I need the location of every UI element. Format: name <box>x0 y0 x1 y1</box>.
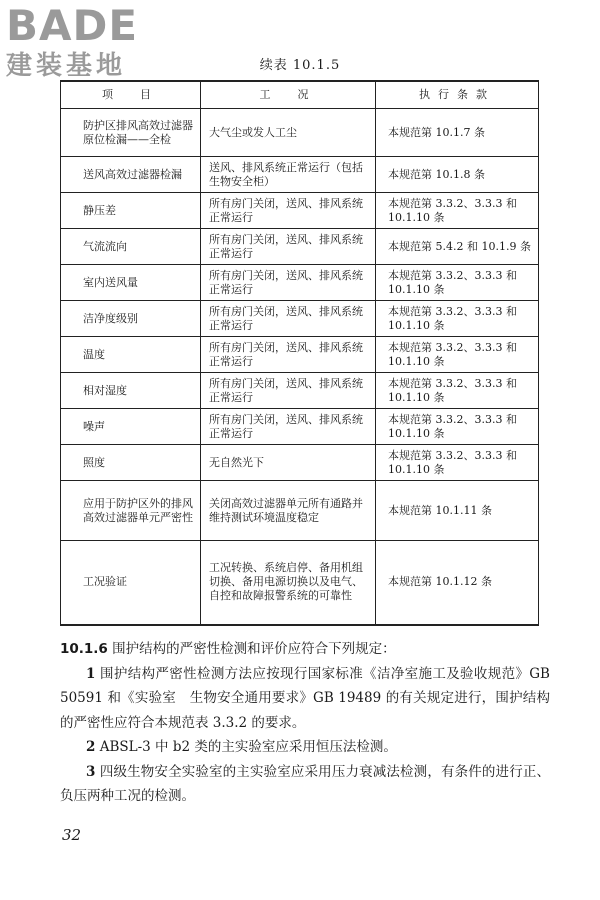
paragraph-text: 围护结构严密性检测方法应按现行国家标准《洁净室施工及验收规范》GB 50591 和《实验室 生物安全通用要求》GB 19489 的有关规定进行，围护结构的严密性应符合本规范表 3.3.2 的要求。 <box>60 665 550 731</box>
condition-cell: 所有房门关闭，送风、排风系统正常运行 <box>201 229 376 265</box>
paragraph <box>60 662 550 736</box>
clause-cell: 本规范第 10.1.11 条 <box>376 481 539 541</box>
paragraph-text: ABSL-3 中 b2 类的主实验室应采用恒压法检测。 <box>99 739 397 755</box>
item-cell: 应用于防护区外的排风高效过滤器单元严密性 <box>61 481 201 541</box>
item-cell: 静压差 <box>61 193 201 229</box>
item-cell: 温度 <box>61 337 201 373</box>
section-heading <box>60 637 550 662</box>
table-row <box>61 157 539 193</box>
table-header-row <box>61 81 539 109</box>
table-row <box>61 109 539 157</box>
table-row <box>61 373 539 409</box>
table-caption: 续表 10.1.5 <box>259 58 341 73</box>
paragraph-number: 1 <box>86 665 96 682</box>
item-cell: 噪声 <box>61 409 201 445</box>
item-cell: 室内送风量 <box>61 265 201 301</box>
clause-cell: 本规范第 3.3.2、3.3.3 和 10.1.10 条 <box>376 337 539 373</box>
clause-cell: 本规范第 3.3.2、3.3.3 和 10.1.10 条 <box>376 193 539 229</box>
condition-cell: 所有房门关闭，送风、排风系统正常运行 <box>201 301 376 337</box>
item-cell: 照度 <box>61 445 201 481</box>
item-cell: 防护区排风高效过滤器原位检漏——全检 <box>61 109 201 157</box>
table-row <box>61 409 539 445</box>
clause-cell: 本规范第 3.3.2、3.3.3 和 10.1.10 条 <box>376 373 539 409</box>
condition-cell: 所有房门关闭，送风、排风系统正常运行 <box>201 193 376 229</box>
condition-cell: 所有房门关闭，送风、排风系统正常运行 <box>201 337 376 373</box>
paragraph <box>60 760 550 809</box>
condition-cell: 所有房门关闭，送风、排风系统正常运行 <box>201 409 376 445</box>
item-cell: 相对湿度 <box>61 373 201 409</box>
table-row <box>61 193 539 229</box>
clause-cell: 本规范第 5.4.2 和 10.1.9 条 <box>376 229 539 265</box>
paragraph <box>60 735 550 760</box>
section-title: 围护结构的严密性检测和评价应符合下列规定： <box>112 641 396 657</box>
header-condition: 工 况 <box>201 81 376 109</box>
logo-text-bottom: 建装基地 <box>6 51 127 81</box>
section-number: 10.1.6 <box>60 641 108 657</box>
table-row <box>61 265 539 301</box>
condition-cell: 送风、排风系统正常运行（包括生物安全柜） <box>201 157 376 193</box>
table-row <box>61 229 539 265</box>
condition-cell: 所有房门关闭，送风、排风系统正常运行 <box>201 265 376 301</box>
spec-table <box>60 80 539 626</box>
item-cell: 洁净度级别 <box>61 301 201 337</box>
condition-cell: 工况转换、系统启停、备用机组切换、备用电源切换以及电气、自控和故障报警系统的可靠性 <box>201 541 376 625</box>
clause-cell: 本规范第 10.1.7 条 <box>376 109 539 157</box>
table-row <box>61 541 539 625</box>
watermark-logo <box>6 1 176 86</box>
paragraph-number: 3 <box>86 763 96 780</box>
header-clause: 执行条款 <box>376 81 539 109</box>
condition-cell: 关闭高效过滤器单元所有通路并维持测试环境温度稳定 <box>201 481 376 541</box>
condition-cell: 无自然光下 <box>201 445 376 481</box>
clause-cell: 本规范第 3.3.2、3.3.3 和 10.1.10 条 <box>376 445 539 481</box>
item-cell: 送风高效过滤器检漏 <box>61 157 201 193</box>
table-row <box>61 445 539 481</box>
table-row <box>61 301 539 337</box>
table-row <box>61 337 539 373</box>
clause-cell: 本规范第 10.1.12 条 <box>376 541 539 625</box>
paragraph-text: 四级生物安全实验室的主实验室应采用压力衰减法检测，有条件的进行正、负压两种工况的检测。 <box>60 763 550 804</box>
clause-cell: 本规范第 3.3.2、3.3.3 和 10.1.10 条 <box>376 301 539 337</box>
clause-cell: 本规范第 3.3.2、3.3.3 和 10.1.10 条 <box>376 409 539 445</box>
item-cell: 工况验证 <box>61 541 201 625</box>
clause-cell: 本规范第 10.1.8 条 <box>376 157 539 193</box>
logo-text-top: BADE <box>6 1 139 50</box>
header-item: 项 目 <box>61 81 201 109</box>
condition-cell: 所有房门关闭，送风、排风系统正常运行 <box>201 373 376 409</box>
paragraph-number: 2 <box>86 739 96 755</box>
table-row <box>61 481 539 541</box>
condition-cell: 大气尘或发人工尘 <box>201 109 376 157</box>
body-text <box>60 637 550 809</box>
page-number: 32 <box>62 826 82 844</box>
clause-cell: 本规范第 3.3.2、3.3.3 和 10.1.10 条 <box>376 265 539 301</box>
item-cell: 气流流向 <box>61 229 201 265</box>
